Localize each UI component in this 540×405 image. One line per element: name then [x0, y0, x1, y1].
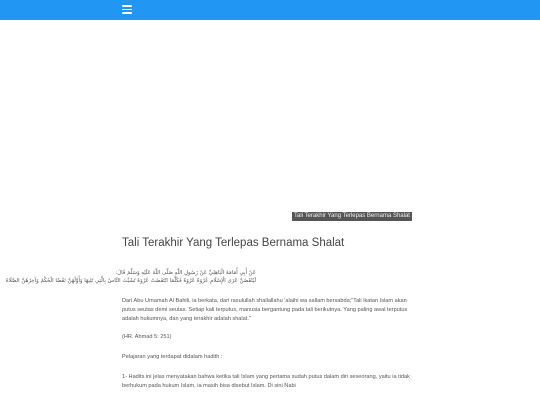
hadith-reference: (HR. Ahmad 5: 251) — [122, 334, 172, 340]
image-caption: Tali Terakhir Yang Terlepas Bernama Shalat — [294, 213, 410, 219]
top-app-bar — [0, 0, 540, 20]
hadith-translation: Dari Abu Umamah Al Bahili, ia berkata, dari rasulullah shallallahu 'alaihi wa sallam bersabda;"Tali ikatan Islam akan putus seutas demi seutas. Setiap kali terputus, manusia bergantung pada tali berikutnya. Yang paling awal terputus adalah hukumnya, dan yang terakhir adalah shalat." — [122, 298, 408, 322]
menu-line — [122, 5, 132, 7]
lessons-heading: Pelajaran yang terdapat didalam hadith : — [122, 354, 223, 360]
lesson-paragraph: 1- Hadits ini jelas menyatakan bahwa ketika tali Islam yang pertama sudah putus dalam diri seseorang, yaitu ia tidak berhukum pada hukum Islam, ia masih bisa disebut Islam. Di sini Nabi — [122, 374, 410, 389]
menu-line — [122, 12, 132, 14]
arabic-line: لَيُنْقَضَنَّ عُرَى الْإِسْلَامِ عُرْوَةً عُرْوَةً فَكُلَّمَا انْتَقَضَتْ عُرْوَةٌ تَشَبَّثَ النَّاسُ بِالَّتِي تَلِيهَا وَأَوَّلُهُنَّ نَقْضًا الْحُكْمُ وَآخِرُهُنَّ الصَّلَاةُ — [5, 278, 256, 284]
arabic-hadith-text — [5, 269, 256, 285]
menu-line — [122, 9, 132, 11]
hamburger-menu-icon[interactable] — [122, 5, 132, 14]
arabic-line: عَنْ أَبِي أُمَامَةَ الْبَاهِلِيِّ عَنْ رَسُولِ اللَّهِ صَلَّى اللَّهُ عَلَيْهِ وَسَلَّمَ قَالَ: — [115, 270, 256, 276]
article-title: Tali Terakhir Yang Terlepas Bernama Shalat — [122, 237, 345, 249]
article-content — [5, 236, 418, 391]
